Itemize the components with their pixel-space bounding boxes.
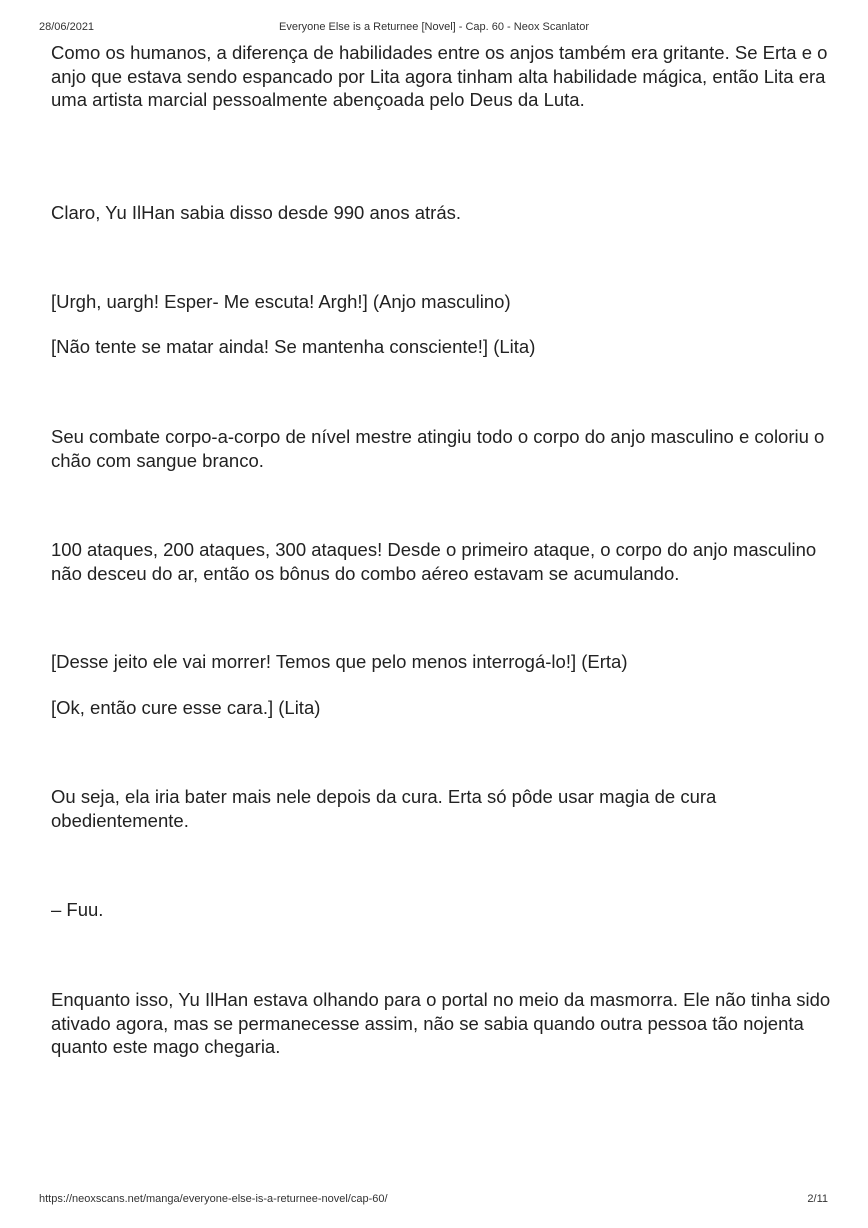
paragraph-4: 100 ataques, 200 ataques, 300 ataques! Desde o primeiro ataque, o corpo do anjo masculino não desceu do ar, então os bônus do combo aéreo estavam se acumulando. [51, 539, 817, 584]
paragraph-6: – Fuu. [51, 899, 104, 920]
footer-url: https://neoxscans.net/manga/everyone-else-is-a-returnee-novel/cap-60/ [39, 1193, 388, 1205]
paragraph-7: Enquanto isso, Yu IlHan estava olhando para o portal no meio da masmorra. Ele não tinha sido ativado agora, mas se permanecesse assim, não se sabia quando outra pessoa tão nojenta quanto este mago chegaria. [51, 989, 831, 1057]
paragraph-2: Claro, Yu IlHan sabia disso desde 990 anos atrás. [51, 202, 461, 223]
paragraph-1: Como os humanos, a diferença de habilidades entre os anjos também era gritante. Se Erta e o anjo que estava sendo espancado por Lita agora tinham alta habilidade mágica, então Lita era uma artista marcial pessoalmente abençoada pelo Deus da Luta. [51, 42, 828, 110]
dialogue-3: [Desse jeito ele vai morrer! Temos que pelo menos interrogá-lo!] (Erta) [51, 651, 628, 672]
dialogue-4: [Ok, então cure esse cara.] (Lita) [51, 697, 321, 718]
print-date: 28/06/2021 [39, 21, 95, 33]
print-title: Everyone Else is a Returnee [Novel] - Cap. 60 - Neox Scanlator [279, 21, 589, 33]
dialogue-2: [Não tente se matar ainda! Se mantenha consciente!] (Lita) [51, 336, 536, 357]
paragraph-5: Ou seja, ela iria bater mais nele depois da cura. Erta só pôde usar magia de cura obedientemente. [51, 786, 717, 831]
page-number: 2/11 [807, 1193, 828, 1205]
dialogue-1: [Urgh, uargh! Esper- Me escuta! Argh!] (Anjo masculino) [51, 291, 511, 312]
paragraph-3: Seu combate corpo-a-corpo de nível mestre atingiu todo o corpo do anjo masculino e coloriu o chão com sangue branco. [51, 426, 825, 471]
